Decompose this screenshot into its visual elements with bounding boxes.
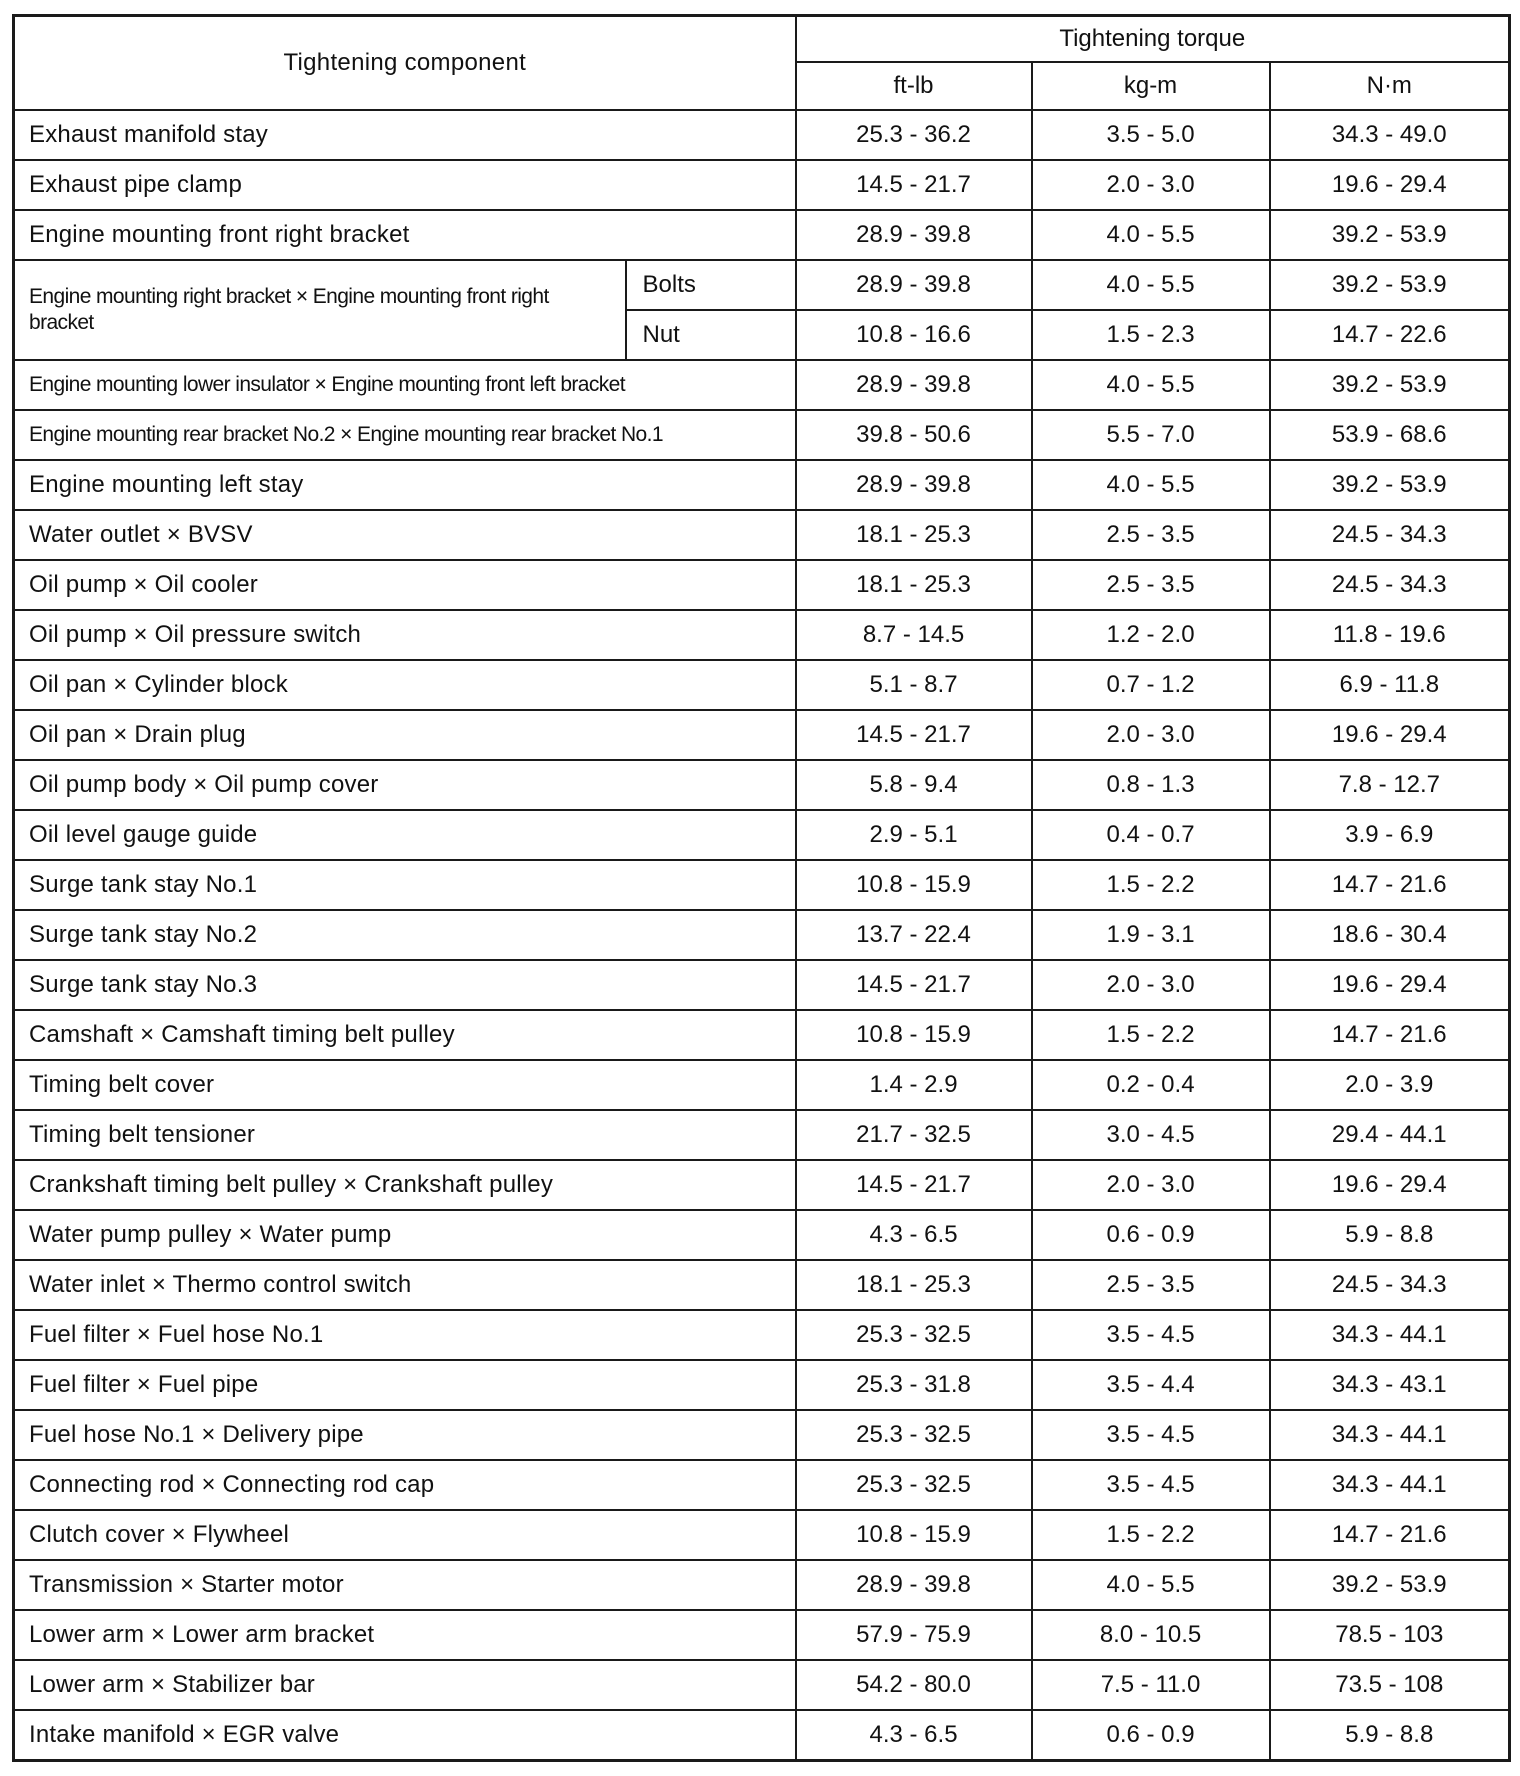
component-cell: Oil pan × Drain plug (14, 710, 796, 760)
nm-cell: 39.2 - 53.9 (1270, 1560, 1510, 1610)
ftlb-cell: 10.8 - 15.9 (796, 1510, 1032, 1560)
nm-cell: 24.5 - 34.3 (1270, 510, 1510, 560)
table-row (14, 1660, 1510, 1710)
component-cell: Water inlet × Thermo control switch (14, 1260, 796, 1310)
nm-cell: 5.9 - 8.8 (1270, 1710, 1510, 1761)
nm-cell: 73.5 - 108 (1270, 1660, 1510, 1710)
component-cell: Connecting rod × Connecting rod cap (14, 1460, 796, 1510)
kgm-cell: 0.6 - 0.9 (1032, 1710, 1270, 1761)
kgm-cell: 3.5 - 4.4 (1032, 1360, 1270, 1410)
kgm-cell: 1.5 - 2.2 (1032, 860, 1270, 910)
ftlb-cell: 10.8 - 15.9 (796, 1010, 1032, 1060)
table-row (14, 560, 1510, 610)
component-cell: Timing belt tensioner (14, 1110, 796, 1160)
ftlb-cell: 2.9 - 5.1 (796, 810, 1032, 860)
nm-cell: 7.8 - 12.7 (1270, 760, 1510, 810)
ftlb-cell: 18.1 - 25.3 (796, 510, 1032, 560)
nm-cell: 39.2 - 53.9 (1270, 460, 1510, 510)
kgm-cell: 2.0 - 3.0 (1032, 960, 1270, 1010)
kgm-cell: 3.5 - 4.5 (1032, 1410, 1270, 1460)
kgm-cell: 0.4 - 0.7 (1032, 810, 1270, 860)
table-row (14, 860, 1510, 910)
kgm-cell: 5.5 - 7.0 (1032, 410, 1270, 460)
kgm-cell: 2.0 - 3.0 (1032, 1160, 1270, 1210)
table-row (14, 1110, 1510, 1160)
kgm-cell: 2.5 - 3.5 (1032, 510, 1270, 560)
header-tightening-torque: Tightening torque (796, 16, 1510, 63)
table-row (14, 660, 1510, 710)
nm-cell: 34.3 - 44.1 (1270, 1460, 1510, 1510)
component-cell: Oil pump × Oil cooler (14, 560, 796, 610)
component-cell: Intake manifold × EGR valve (14, 1710, 796, 1761)
ftlb-cell: 5.8 - 9.4 (796, 760, 1032, 810)
table-row (14, 1060, 1510, 1110)
fastener-type-cell: Nut (626, 310, 796, 360)
ftlb-cell: 25.3 - 32.5 (796, 1310, 1032, 1360)
kgm-cell: 3.5 - 5.0 (1032, 110, 1270, 160)
kgm-cell: 1.9 - 3.1 (1032, 910, 1270, 960)
nm-cell: 24.5 - 34.3 (1270, 1260, 1510, 1310)
header-unit-ftlb: ft-lb (796, 62, 1032, 110)
component-cell: Oil pan × Cylinder block (14, 660, 796, 710)
table-row (14, 1160, 1510, 1210)
ftlb-cell: 8.7 - 14.5 (796, 610, 1032, 660)
table-row (14, 810, 1510, 860)
component-cell: Clutch cover × Flywheel (14, 1510, 796, 1560)
header-unit-kgm: kg-m (1032, 62, 1270, 110)
nm-cell: 39.2 - 53.9 (1270, 260, 1510, 310)
nm-cell: 6.9 - 11.8 (1270, 660, 1510, 710)
component-cell: Water pump pulley × Water pump (14, 1210, 796, 1260)
kgm-cell: 2.5 - 3.5 (1032, 1260, 1270, 1310)
table-row (14, 710, 1510, 760)
ftlb-cell: 1.4 - 2.9 (796, 1060, 1032, 1110)
ftlb-cell: 14.5 - 21.7 (796, 160, 1032, 210)
component-cell: Exhaust manifold stay (14, 110, 796, 160)
table-row (14, 110, 1510, 160)
component-cell: Water outlet × BVSV (14, 510, 796, 560)
kgm-cell: 1.5 - 2.2 (1032, 1510, 1270, 1560)
header-tightening-component: Tightening component (14, 16, 796, 111)
ftlb-cell: 18.1 - 25.3 (796, 560, 1032, 610)
nm-cell: 11.8 - 19.6 (1270, 610, 1510, 660)
component-cell: Fuel filter × Fuel hose No.1 (14, 1310, 796, 1360)
nm-cell: 5.9 - 8.8 (1270, 1210, 1510, 1260)
nm-cell: 53.9 - 68.6 (1270, 410, 1510, 460)
ftlb-cell: 4.3 - 6.5 (796, 1210, 1032, 1260)
component-cell: Surge tank stay No.3 (14, 960, 796, 1010)
ftlb-cell: 5.1 - 8.7 (796, 660, 1032, 710)
component-cell: Surge tank stay No.1 (14, 860, 796, 910)
table-row (14, 1310, 1510, 1360)
component-cell: Exhaust pipe clamp (14, 160, 796, 210)
nm-cell: 78.5 - 103 (1270, 1610, 1510, 1660)
kgm-cell: 0.7 - 1.2 (1032, 660, 1270, 710)
component-cell: Transmission × Starter motor (14, 1560, 796, 1610)
kgm-cell: 1.5 - 2.3 (1032, 310, 1270, 360)
table-row (14, 1410, 1510, 1460)
kgm-cell: 4.0 - 5.5 (1032, 460, 1270, 510)
ftlb-cell: 13.7 - 22.4 (796, 910, 1032, 960)
component-cell: Fuel hose No.1 × Delivery pipe (14, 1410, 796, 1460)
table-row (14, 460, 1510, 510)
component-cell: Fuel filter × Fuel pipe (14, 1360, 796, 1410)
nm-cell: 2.0 - 3.9 (1270, 1060, 1510, 1110)
nm-cell: 39.2 - 53.9 (1270, 360, 1510, 410)
kgm-cell: 4.0 - 5.5 (1032, 210, 1270, 260)
ftlb-cell: 4.3 - 6.5 (796, 1710, 1032, 1761)
kgm-cell: 3.5 - 4.5 (1032, 1310, 1270, 1360)
table-row (14, 1210, 1510, 1260)
nm-cell: 19.6 - 29.4 (1270, 710, 1510, 760)
kgm-cell: 1.5 - 2.2 (1032, 1010, 1270, 1060)
ftlb-cell: 57.9 - 75.9 (796, 1610, 1032, 1660)
nm-cell: 3.9 - 6.9 (1270, 810, 1510, 860)
component-cell: Surge tank stay No.2 (14, 910, 796, 960)
header-unit-nm: N·m (1270, 62, 1510, 110)
ftlb-cell: 21.7 - 32.5 (796, 1110, 1032, 1160)
kgm-cell: 4.0 - 5.5 (1032, 260, 1270, 310)
component-cell: Lower arm × Lower arm bracket (14, 1610, 796, 1660)
nm-cell: 29.4 - 44.1 (1270, 1110, 1510, 1160)
ftlb-cell: 25.3 - 32.5 (796, 1460, 1032, 1510)
component-cell: Lower arm × Stabilizer bar (14, 1660, 796, 1710)
nm-cell: 14.7 - 21.6 (1270, 860, 1510, 910)
component-cell: Engine mounting left stay (14, 460, 796, 510)
ftlb-cell: 28.9 - 39.8 (796, 460, 1032, 510)
nm-cell: 24.5 - 34.3 (1270, 560, 1510, 610)
ftlb-cell: 25.3 - 36.2 (796, 110, 1032, 160)
nm-cell: 14.7 - 22.6 (1270, 310, 1510, 360)
component-cell: Engine mounting rear bracket No.2 × Engine mounting rear bracket No.1 (14, 410, 796, 460)
nm-cell: 19.6 - 29.4 (1270, 1160, 1510, 1210)
kgm-cell: 0.6 - 0.9 (1032, 1210, 1270, 1260)
nm-cell: 19.6 - 29.4 (1270, 960, 1510, 1010)
nm-cell: 34.3 - 44.1 (1270, 1410, 1510, 1460)
ftlb-cell: 28.9 - 39.8 (796, 210, 1032, 260)
nm-cell: 34.3 - 43.1 (1270, 1360, 1510, 1410)
table-row (14, 1460, 1510, 1510)
ftlb-cell: 14.5 - 21.7 (796, 960, 1032, 1010)
table-row (14, 1510, 1510, 1560)
kgm-cell: 0.8 - 1.3 (1032, 760, 1270, 810)
table-row (14, 1360, 1510, 1410)
table-row (14, 210, 1510, 260)
nm-cell: 14.7 - 21.6 (1270, 1510, 1510, 1560)
nm-cell: 14.7 - 21.6 (1270, 1010, 1510, 1060)
component-cell: Oil pump × Oil pressure switch (14, 610, 796, 660)
table-row (14, 1710, 1510, 1761)
table-row (14, 260, 1510, 310)
component-cell: Timing belt cover (14, 1060, 796, 1110)
kgm-cell: 4.0 - 5.5 (1032, 360, 1270, 410)
ftlb-cell: 28.9 - 39.8 (796, 360, 1032, 410)
kgm-cell: 3.0 - 4.5 (1032, 1110, 1270, 1160)
nm-cell: 39.2 - 53.9 (1270, 210, 1510, 260)
ftlb-cell: 14.5 - 21.7 (796, 1160, 1032, 1210)
ftlb-cell: 39.8 - 50.6 (796, 410, 1032, 460)
table-row (14, 410, 1510, 460)
kgm-cell: 1.2 - 2.0 (1032, 610, 1270, 660)
nm-cell: 34.3 - 44.1 (1270, 1310, 1510, 1360)
ftlb-cell: 28.9 - 39.8 (796, 1560, 1032, 1610)
ftlb-cell: 18.1 - 25.3 (796, 1260, 1032, 1310)
table-row (14, 960, 1510, 1010)
table-row (14, 160, 1510, 210)
ftlb-cell: 25.3 - 32.5 (796, 1410, 1032, 1460)
table-row (14, 1260, 1510, 1310)
table-row (14, 760, 1510, 810)
table-row (14, 510, 1510, 560)
nm-cell: 18.6 - 30.4 (1270, 910, 1510, 960)
ftlb-cell: 14.5 - 21.7 (796, 710, 1032, 760)
kgm-cell: 3.5 - 4.5 (1032, 1460, 1270, 1510)
kgm-cell: 0.2 - 0.4 (1032, 1060, 1270, 1110)
component-cell: Engine mounting front right bracket (14, 210, 796, 260)
table-row (14, 910, 1510, 960)
nm-cell: 19.6 - 29.4 (1270, 160, 1510, 210)
kgm-cell: 2.0 - 3.0 (1032, 160, 1270, 210)
ftlb-cell: 10.8 - 16.6 (796, 310, 1032, 360)
component-cell: Crankshaft timing belt pulley × Crankshaft pulley (14, 1160, 796, 1210)
ftlb-cell: 28.9 - 39.8 (796, 260, 1032, 310)
component-cell: Oil pump body × Oil pump cover (14, 760, 796, 810)
kgm-cell: 7.5 - 11.0 (1032, 1660, 1270, 1710)
kgm-cell: 2.0 - 3.0 (1032, 710, 1270, 760)
table-row (14, 1610, 1510, 1660)
component-cell: Camshaft × Camshaft timing belt pulley (14, 1010, 796, 1060)
table-row (14, 1010, 1510, 1060)
torque-specification-table (12, 14, 1511, 1762)
ftlb-cell: 10.8 - 15.9 (796, 860, 1032, 910)
table-row (14, 360, 1510, 410)
component-cell: Oil level gauge guide (14, 810, 796, 860)
component-cell: Engine mounting right bracket × Engine mounting front right bracket (14, 260, 626, 360)
ftlb-cell: 25.3 - 31.8 (796, 1360, 1032, 1410)
fastener-type-cell: Bolts (626, 260, 796, 310)
ftlb-cell: 54.2 - 80.0 (796, 1660, 1032, 1710)
table-row (14, 1560, 1510, 1610)
table-row (14, 610, 1510, 660)
kgm-cell: 8.0 - 10.5 (1032, 1610, 1270, 1660)
kgm-cell: 4.0 - 5.5 (1032, 1560, 1270, 1610)
kgm-cell: 2.5 - 3.5 (1032, 560, 1270, 610)
component-cell: Engine mounting lower insulator × Engine mounting front left bracket (14, 360, 796, 410)
nm-cell: 34.3 - 49.0 (1270, 110, 1510, 160)
